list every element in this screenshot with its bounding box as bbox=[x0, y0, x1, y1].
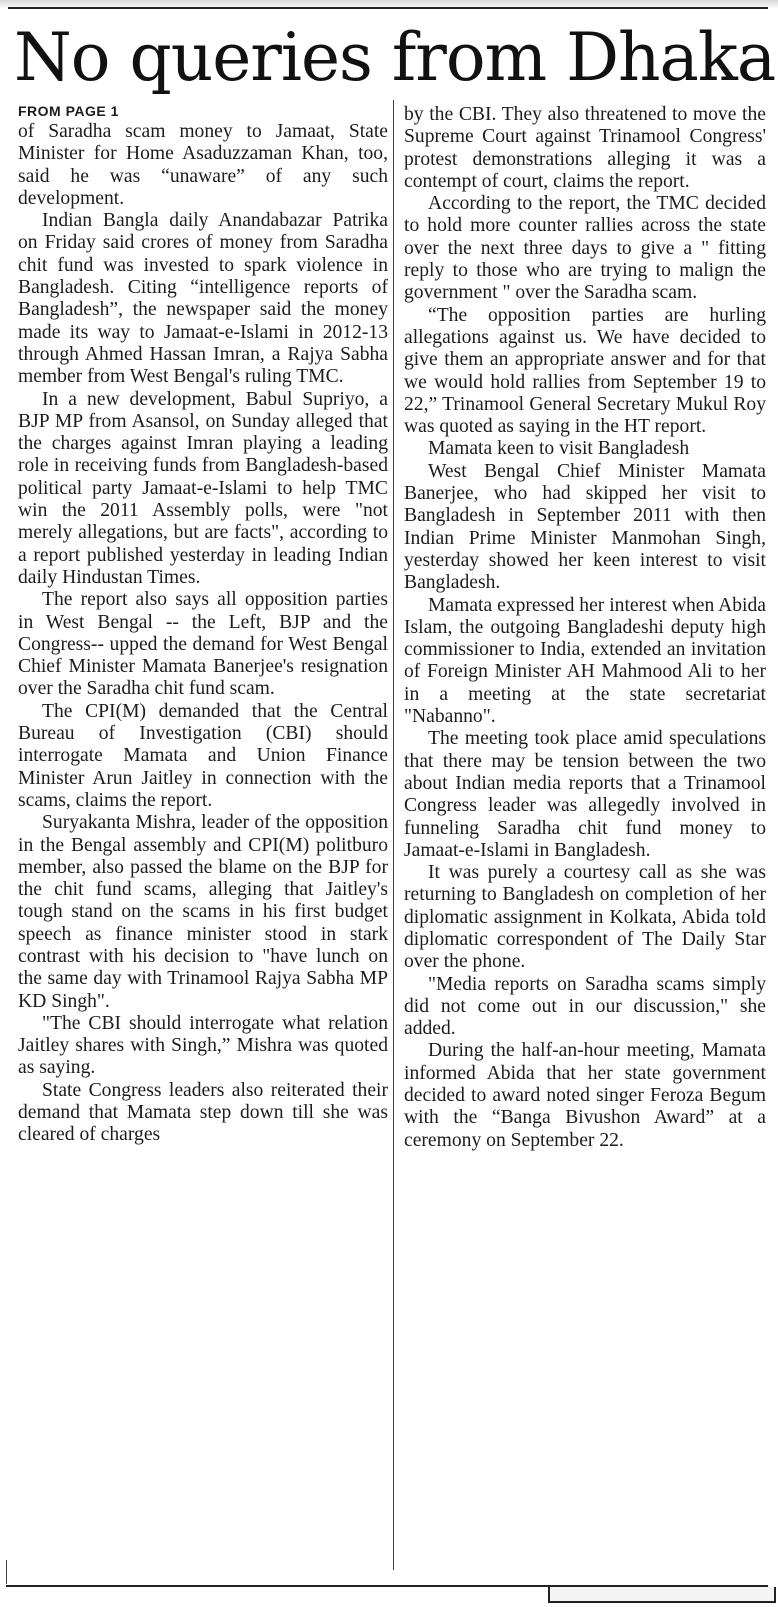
paragraph: Suryakanta Mishra, leader of the opposition in the Bengal assembly and CPI(M) politburo member, also passed the blame on the BJP for the chit fund scams, alleging that Jaitley's tough stand on the scams in his first budget speech as finance minister stood in stark contrast with his decision to "have lunch on the same day with Trinamool Rajya Sabha MP KD Singh". bbox=[18, 812, 388, 1012]
paragraph: "Media reports on Saradha scams simply did not come out in our discussion," she added. bbox=[404, 973, 766, 1040]
left-column bbox=[18, 101, 388, 1581]
right-column bbox=[404, 104, 766, 1584]
headline: No queries from Dhaka bbox=[14, 19, 776, 96]
paragraph: According to the report, the TMC decided to hold more counter rallies across the state over the next three days to give a " fitting reply to those who are trying to malign the government " over the Saradha scam. bbox=[404, 193, 766, 304]
paragraph: The report also says all opposition parties in West Bengal -- the Left, BJP and the Congress-- upped the demand for West Bengal Chief Minister Mamata Banerjee's resignation over the Saradha chit fund scam. bbox=[18, 589, 388, 700]
paragraph: of Saradha scam money to Jamaat, State Minister for Home Asaduzzaman Khan, too, said he was “unaware” of any such development. bbox=[18, 121, 388, 209]
paragraph: by the CBI. They also threatened to move the Supreme Court against Trinamool Congress' protest demonstrations alleging it was a contempt of court, claims the report. bbox=[404, 104, 766, 192]
paragraph: State Congress leaders also reiterated their demand that Mamata step down till she was cleared of charges bbox=[18, 1079, 388, 1146]
paragraph: The meeting took place amid speculations that there may be tension between the two about Indian media reports that a Trinamool Congress leader was allegedly involved in funneling Saradha chit fund money to Jamaat-e-Islami in Bangladesh. bbox=[404, 728, 766, 861]
paragraph: During the half-an-hour meeting, Mamata informed Abida that her state government decided to award noted singer Feroza Begum with the “Banga Bivushon Award” at a ceremony on September 22. bbox=[404, 1040, 766, 1151]
top-rule bbox=[8, 7, 768, 9]
paragraph: In a new development, Babul Supriyo, a BJP MP from Asansol, on Sunday alleged that the charges against Imran playing a leading role in receiving funds from Bangladesh-based political party Jamaat-e-Islami to help TMC win the 2011 Assembly polls, were "not merely allegations, but are facts", according to a report published yesterday in leading Indian daily Hindustan Times. bbox=[18, 388, 388, 588]
left-edge-rule bbox=[6, 1560, 7, 1584]
paragraph: It was purely a courtesy call as she was returning to Bangladesh on completion of her diplomatic assignment in Kolkata, Abida told diplomatic correspondent of The Daily Star over the phone. bbox=[404, 862, 766, 973]
paragraph: "The CBI should interrogate what relation Jaitley shares with Singh,” Mishra was quoted as saying. bbox=[18, 1012, 388, 1079]
subhead: Mamata keen to visit Bangladesh bbox=[428, 438, 690, 460]
kicker: FROM PAGE 1 bbox=[18, 103, 119, 119]
paragraph: West Bengal Chief Minister Mamata Banerjee, who had skipped her visit to Bangladesh in September 2011 with then Indian Prime Minister Manmohan Singh, yesterday showed her keen interest to visit Bangladesh. bbox=[404, 460, 766, 594]
bottom-tab bbox=[548, 1587, 776, 1603]
paragraph: “The opposition parties are hurling allegations against us. We have decided to give them an appropriate answer and for that we would hold rallies from September 19 to 22,” Trinamool General Secretary Mukul Roy was quoted as saying in the HT report. bbox=[404, 304, 766, 438]
paragraph: The CPI(M) demanded that the Central Bureau of Investigation (CBI) should interrogate Mamata and Union Finance Minister Arun Jaitley in connection with the scams, claims the report. bbox=[18, 700, 388, 811]
paragraph: Mamata expressed her interest when Abida Islam, the outgoing Bangladeshi deputy high commissioner to India, extended an invitation of Foreign Minister AH Mahmood Ali to her in a meeting at the state secretariat "Nabanno". bbox=[404, 594, 766, 728]
paragraph: Indian Bangla daily Anandabazar Patrika on Friday said crores of money from Saradha chit fund was invested to spark violence in Bangladesh. Citing “intelligence reports of Bangladesh”, the newspaper said the money made its way to Jamaat-e-Islami in 2012-13 through Ahmed Hassan Imran, a Rajya Sabha member from West Bengal's ruling TMC. bbox=[18, 210, 388, 388]
column-divider bbox=[393, 100, 394, 1570]
